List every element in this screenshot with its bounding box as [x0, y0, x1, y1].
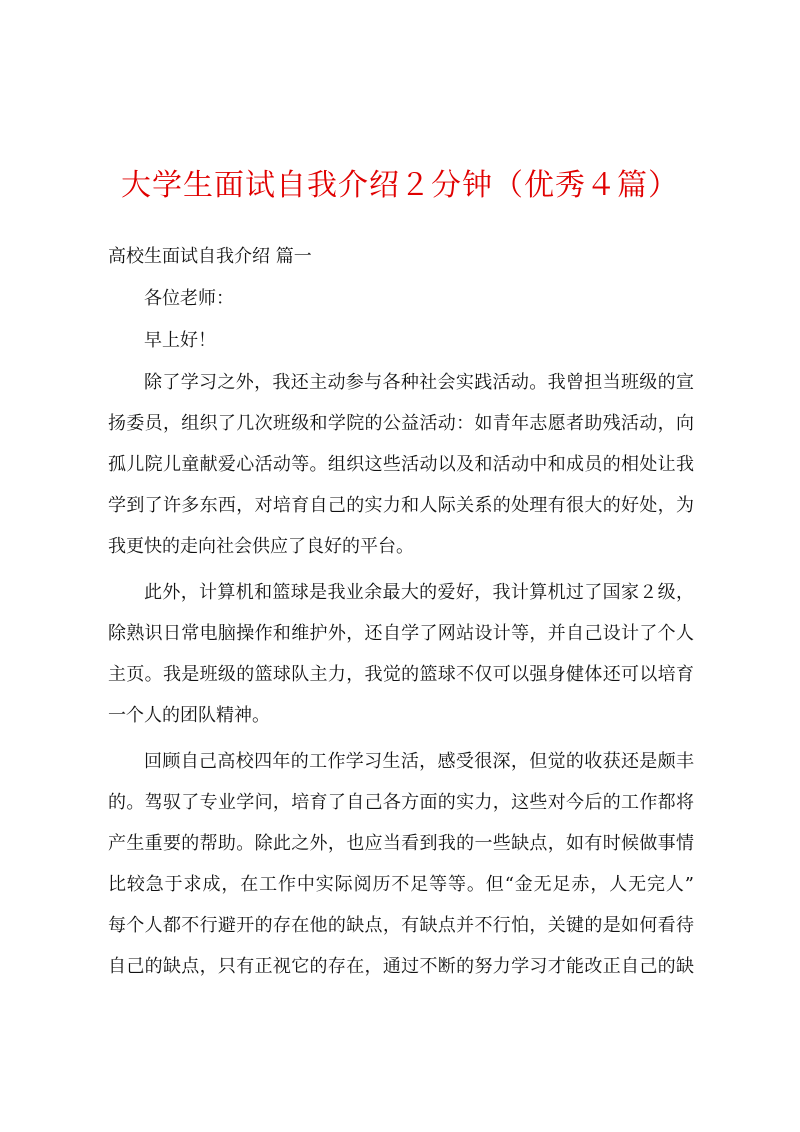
paragraph-line: 孤儿院儿童献爱心活动等。组织这些活动以及和活动中和成员的相处让我 [108, 454, 694, 475]
paragraph-line: 我更快的走向社会供应了良好的平台。 [108, 536, 414, 557]
greeting: 各位老师： [144, 288, 234, 309]
paragraph-line: 比较急于求成，在工作中实际阅历不足等等。但“金无足赤，人无完人” [108, 874, 694, 895]
paragraph-line: 每个人都不行避开的存在他的缺点，有缺点并不行怕，关键的是如何看待 [108, 915, 694, 936]
paragraph-line: 主页。我是班级的篮球队主力，我觉的篮球不仅可以强身健体还可以培育 [108, 664, 694, 685]
good-morning: 早上好！ [144, 330, 216, 351]
paragraph-line: 除了学习之外，我还主动参与各种社会实践活动。我曾担当班级的宣 [144, 372, 694, 393]
document-title: 大学生面试自我介绍２分钟（优秀４篇） [121, 168, 679, 203]
paragraph-line: 的。驾驭了专业学问，培育了自己各方面的实力，这些对今后的工作都将 [108, 792, 694, 813]
section-heading: 高校生面试自我介绍 篇一 [108, 246, 312, 267]
paragraph-line: 此外，计算机和篮球是我业余最大的爱好，我计算机过了国家２级， [144, 582, 694, 603]
paragraph-line: 产生重要的帮助。除此之外，也应当看到我的一些缺点，如有时候做事情 [108, 833, 694, 854]
paragraph-line: 除熟识日常电脑操作和维护外，还自学了网站设计等，并自己设计了个人 [108, 623, 694, 644]
paragraph-line: 一个人的团队精神。 [108, 705, 270, 726]
paragraph-line: 学到了许多东西，对培育自己的实力和人际关系的处理有很大的好处，为 [108, 495, 694, 516]
paragraph-line: 扬委员，组织了几次班级和学院的公益活动：如青年志愿者助残活动，向 [108, 413, 694, 434]
paragraph-line: 回顾自己高校四年的工作学习生活，感受很深，但觉的收获还是颇丰 [144, 751, 694, 772]
paragraph-line: 自己的缺点，只有正视它的存在，通过不断的努力学习才能改正自己的缺 [108, 956, 694, 977]
